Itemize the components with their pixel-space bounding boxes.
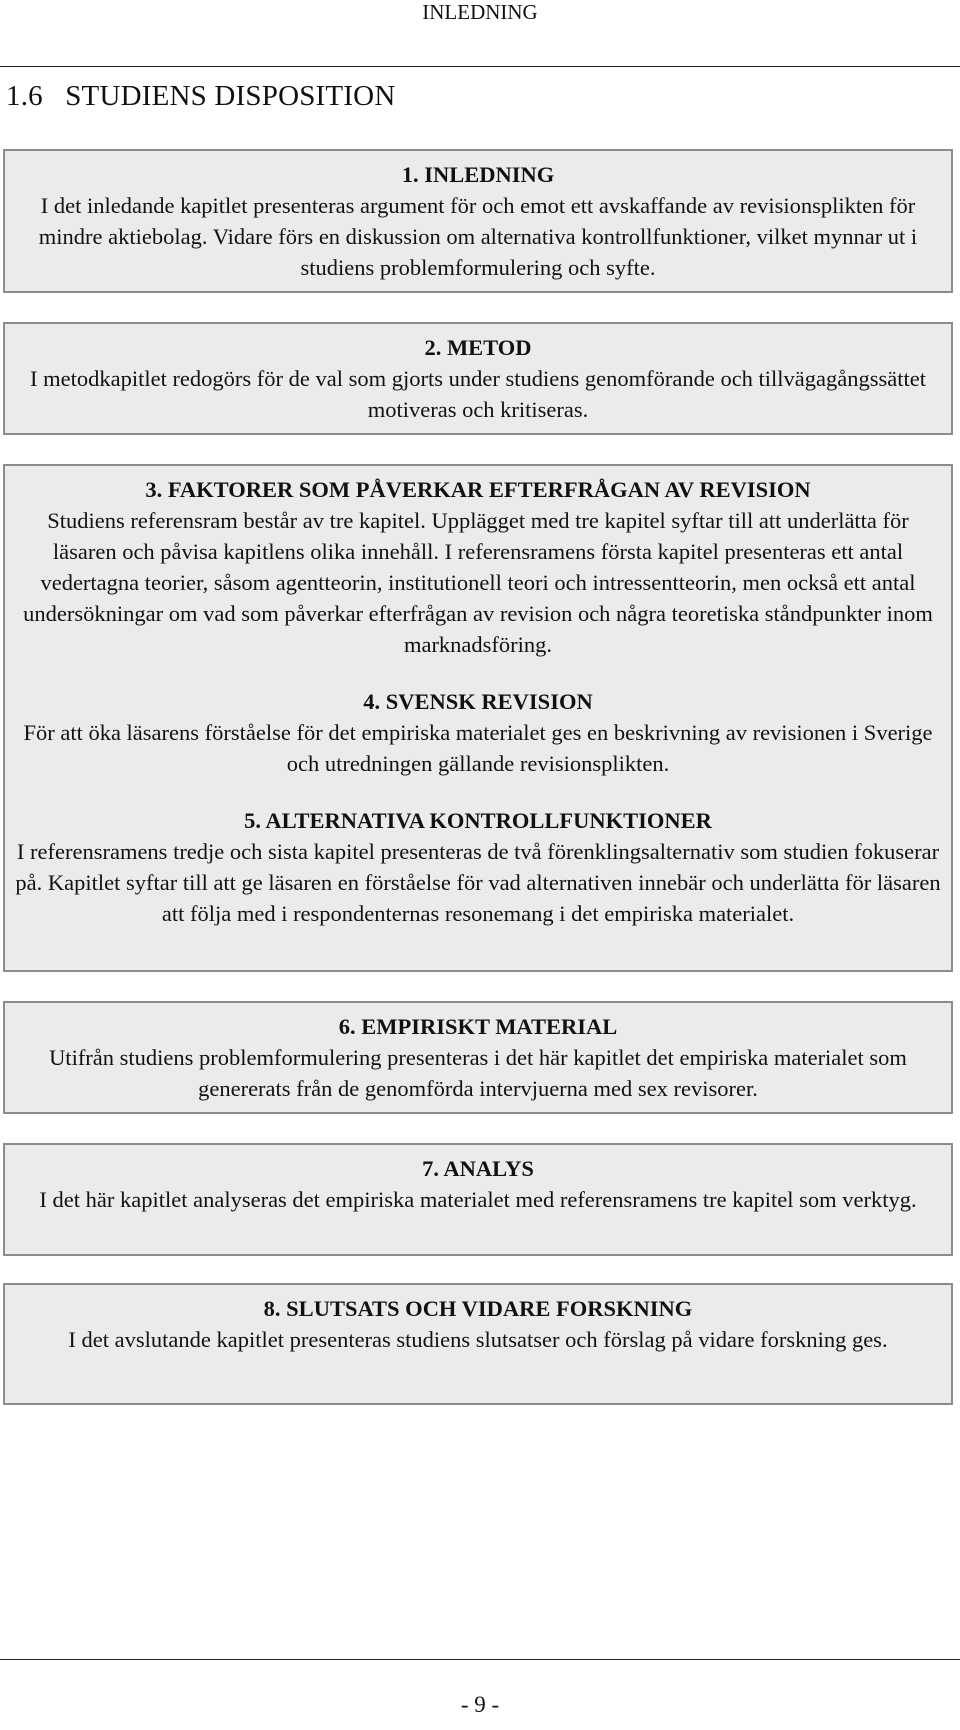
chapter-description: I det inledande kapitlet presenteras argument för och emot ett avskaffande av revisionsplikten för mindre aktiebolag. Vidare förs en diskussion om alternativa kontrollfunktioner, vilket mynnar ut i studiens problemformulering och syfte. [38, 193, 918, 280]
chapter-description: Studiens referensram består av tre kapitel. Upplägget med tre kapitel syftar till att underlätta för läsaren och påvisa kapitlens olika innehåll. I referensramens första kapitel presenteras ett antal vedertagna teorier, såsom agentteorin, institutionell teori och intressentteorin, men också ett antal undersökningar om vad som påverkar efterfrågan av revision och några teoretiska ståndpunkter inom marknadsföring. [23, 508, 933, 657]
chapter-description: I det avslutande kapitlet presenteras studiens slutsatser och förslag på vidare forskning ges. [68, 1327, 888, 1352]
chapter-description: I det här kapitlet analyseras det empiriska materialet med referensramens tre kapitel som verktyg. [39, 1187, 917, 1212]
running-header: INLEDNING [422, 0, 538, 24]
chapter-box-6 [3, 1001, 953, 1114]
chapter-title: 1. INLEDNING [401, 162, 555, 187]
chapter-box-7 [3, 1143, 953, 1256]
chapter-description: I metodkapitlet redogörs för de val som gjorts under studiens genomförande och tillvägagångssättet motiveras och kritiseras. [29, 366, 927, 422]
chapter-title: 6. EMPIRISKT MATERIAL [338, 1014, 618, 1039]
footer-rule [0, 1659, 960, 1660]
chapter-box-8 [3, 1283, 953, 1405]
page-number: - 9 - [460, 1692, 500, 1717]
section-title: 1.6 STUDIENS DISPOSITION [6, 80, 396, 112]
chapter-box-1 [3, 149, 953, 293]
chapter-title: 7. ANALYS [422, 1156, 534, 1181]
chapter-title: 5. ALTERNATIVA KONTROLLFUNKTIONER [244, 808, 712, 833]
chapter-title: 8. SLUTSATS OCH VIDARE FORSKNING [263, 1296, 693, 1321]
chapter-description: Utifrån studiens problemformulering presenteras i det här kapitlet det empiriska materialet som genererats från de genomförda intervjuerna med sex revisorer. [49, 1045, 907, 1101]
chapter-title: 4. SVENSK REVISION [363, 689, 593, 714]
header-rule [0, 66, 960, 67]
chapter-title: 3. FAKTORER SOM PÅVERKAR EFTERFRÅGAN AV REVISION [145, 477, 811, 502]
chapter-box-3-4-5 [3, 464, 953, 972]
chapter-description: I referensramens tredje och sista kapitel presenteras de två förenklingsalternativ som studien fokuserar på. Kapitlet syftar till att ge läsaren en förståelse för vad alternativen innebär och underlätta för läsaren att följa med i respondenternas resonemang i det empiriska materialet. [15, 839, 941, 926]
chapter-title: 2. METOD [424, 335, 532, 360]
chapter-box-2 [3, 322, 953, 435]
chapter-description: För att öka läsarens förståelse för det empiriska materialet ges en beskrivning av revisionen i Sverige och utredningen gällande revisionsplikten. [23, 720, 933, 776]
